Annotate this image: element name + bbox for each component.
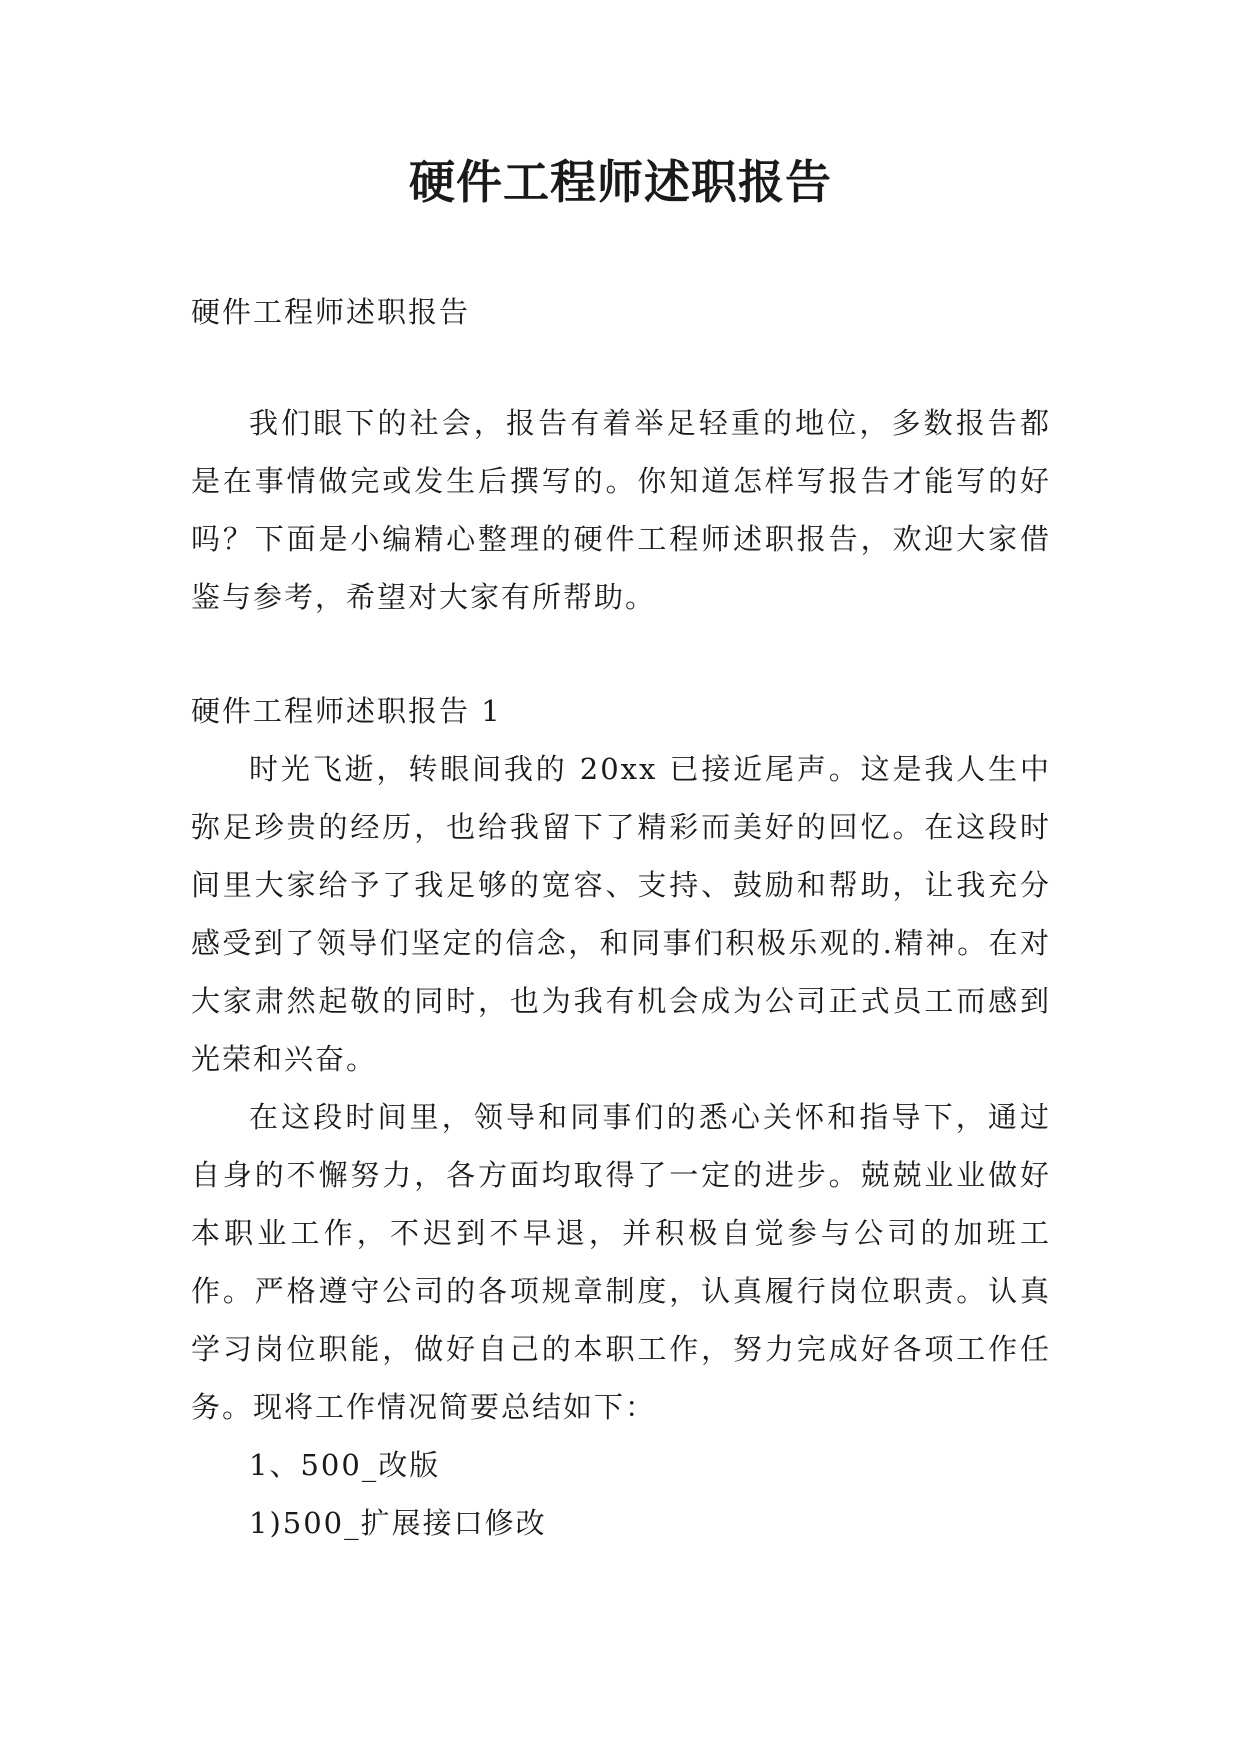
document-title: 硬件工程师述职报告 — [409, 155, 832, 209]
list-item: 1)500_扩展接口修改 — [249, 1506, 547, 1540]
list-item: 1、500_改版 — [249, 1448, 441, 1482]
body-paragraph: 时光飞逝，转眼间我的 20xx 已接近尾声。这是我人生中弥足珍贵的经历，也给我留下了精彩而美好的回忆。在这段时间里大家给予了我足够的宽容、支持、鼓励和帮助，让我充分感受到了领导们坚定的信念，和同事们积极乐观的.精神。在对大家肃然起敬的同时，也为我有机会成为公司正式员工而感到光荣和兴奋。 — [191, 752, 1051, 1076]
document-subtitle: 硬件工程师述职报告 — [191, 295, 471, 329]
body-paragraph: 在这段时间里，领导和同事们的悉心关怀和指导下，通过自身的不懈努力，各方面均取得了一定的进步。兢兢业业做好本职业工作，不迟到不早退，并积极自觉参与公司的加班工作。严格遵守公司的各项规章制度，认真履行岗位职责。认真学习岗位职能，做好自己的本职工作，努力完成好各项工作任务。现将工作情况简要总结如下： — [191, 1100, 1051, 1424]
section-heading: 硬件工程师述职报告 1 — [191, 694, 502, 728]
intro-paragraph: 我们眼下的社会，报告有着举足轻重的地位，多数报告都是在事情做完或发生后撰写的。你知道怎样写报告才能写的好吗？下面是小编精心整理的硬件工程师述职报告，欢迎大家借鉴与参考，希望对大家有所帮助。 — [191, 406, 1051, 614]
document-body — [191, 292, 1051, 1552]
